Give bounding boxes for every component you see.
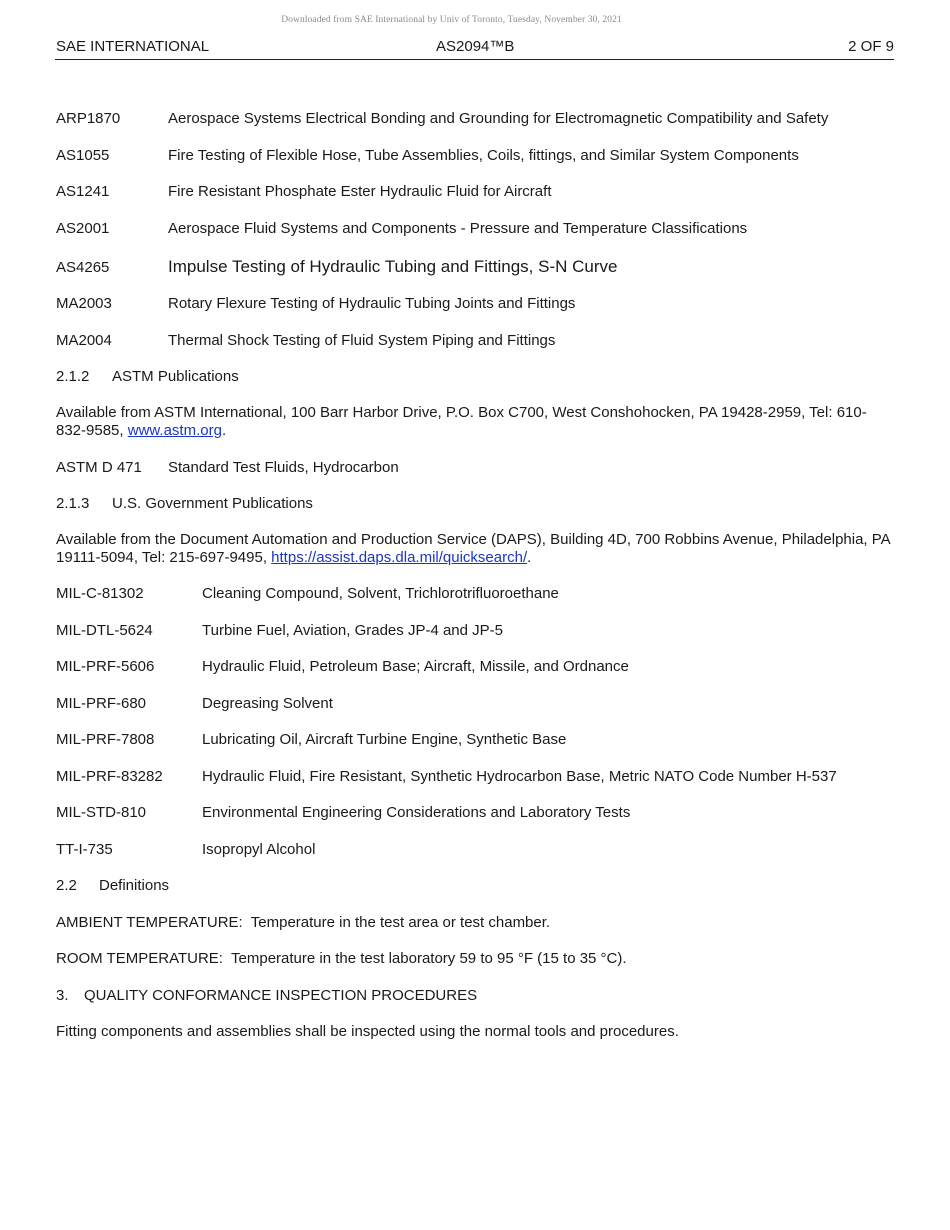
reference-title: Fire Resistant Phosphate Ester Hydraulic Fluid for Aircraft [168, 183, 552, 200]
reference-title: Impulse Testing of Hydraulic Tubing and Fittings, S-N Curve [168, 257, 618, 276]
reference-code: AS2001 [56, 220, 110, 237]
download-watermark: Downloaded from SAE International by Univ of Toronto, Tuesday, November 30, 2021 [281, 15, 622, 25]
reference-title: Fire Testing of Flexible Hose, Tube Assemblies, Coils, fittings, and Similar System Components [168, 147, 799, 164]
reference-code: AS1055 [56, 147, 110, 164]
reference-code: MIL-PRF-7808 [56, 731, 155, 748]
assist-link[interactable]: https://assist.daps.dla.mil/quicksearch/ [271, 549, 528, 566]
section-3-text: Fitting components and assemblies shall be inspected using the normal tools and procedures. [56, 1023, 679, 1040]
availability-end: . [221, 422, 227, 439]
definition-room: ROOM TEMPERATURE: Temperature in the test laboratory 59 to 95 °F (15 to 35 °C). [56, 950, 627, 967]
header-doc-number: AS2094™B [436, 38, 515, 55]
reference-code: MIL-DTL-5624 [56, 622, 153, 639]
section-number: 2.2 [56, 877, 77, 894]
section-number: 2.1.3 [56, 495, 90, 512]
reference-title: Degreasing Solvent [202, 695, 333, 712]
astm-availability [56, 404, 896, 440]
reference-title: Rotary Flexure Testing of Hydraulic Tubing Joints and Fittings [168, 295, 576, 312]
gov-availability [56, 531, 896, 567]
reference-code: AS4265 [56, 259, 110, 276]
availability-text: Available from ASTM International, 100 Barr Harbor Drive, P.O. Box C700, West Conshohocken, PA 19428-2959, Tel: 610-832-9585, [56, 404, 867, 439]
reference-title: Environmental Engineering Considerations and Laboratory Tests [202, 804, 631, 821]
reference-code: MA2003 [56, 295, 112, 312]
reference-code: TT-I-735 [56, 841, 113, 858]
section-title: U.S. Government Publications [112, 495, 313, 512]
header-page-number: 2 OF 9 [848, 38, 894, 55]
reference-title: Cleaning Compound, Solvent, Trichlorotrifluoroethane [202, 585, 559, 602]
definition-ambient: AMBIENT TEMPERATURE: Temperature in the test area or test chamber. [56, 914, 551, 931]
section-title: ASTM Publications [112, 368, 239, 385]
reference-code: ARP1870 [56, 110, 121, 127]
reference-code: MA2004 [56, 332, 112, 349]
reference-title: Turbine Fuel, Aviation, Grades JP-4 and JP-5 [202, 622, 503, 639]
reference-title: Thermal Shock Testing of Fluid System Piping and Fittings [168, 332, 556, 349]
availability-text: Available from the Document Automation and Production Service (DAPS), Building 4D, 700 Robbins Avenue, Philadelphia, PA 19111-5094, Tel: 215-697-9495, [56, 531, 890, 566]
section-number: 2.1.2 [56, 368, 90, 385]
header-divider [55, 59, 894, 60]
page-header [56, 38, 894, 58]
reference-code: MIL-PRF-5606 [56, 658, 155, 675]
reference-code: MIL-PRF-83282 [56, 768, 163, 785]
astm-link[interactable]: www.astm.org [127, 422, 222, 439]
reference-title: Standard Test Fluids, Hydrocarbon [168, 459, 399, 476]
reference-title: Lubricating Oil, Aircraft Turbine Engine, Synthetic Base [202, 731, 567, 748]
section-number: 3. [56, 987, 69, 1004]
reference-title: Isopropyl Alcohol [202, 841, 316, 858]
reference-title: Hydraulic Fluid, Fire Resistant, Synthetic Hydrocarbon Base, Metric NATO Code Number H-537 [202, 768, 837, 785]
reference-code: MIL-STD-810 [56, 804, 147, 821]
reference-title: Aerospace Systems Electrical Bonding and Grounding for Electromagnetic Compatibility and Safety [168, 110, 829, 127]
reference-title: Hydraulic Fluid, Petroleum Base; Aircraft, Missile, and Ordnance [202, 658, 629, 675]
reference-code: MIL-C-81302 [56, 585, 144, 602]
section-title: QUALITY CONFORMANCE INSPECTION PROCEDURES [84, 987, 478, 1004]
reference-code: ASTM D 471 [56, 459, 142, 476]
reference-title: Aerospace Fluid Systems and Components - Pressure and Temperature Classifications [168, 220, 748, 237]
header-org: SAE INTERNATIONAL [56, 38, 210, 55]
availability-end: . [527, 549, 532, 566]
section-title: Definitions [99, 877, 170, 894]
reference-code: AS1241 [56, 183, 110, 200]
reference-code: MIL-PRF-680 [56, 695, 147, 712]
